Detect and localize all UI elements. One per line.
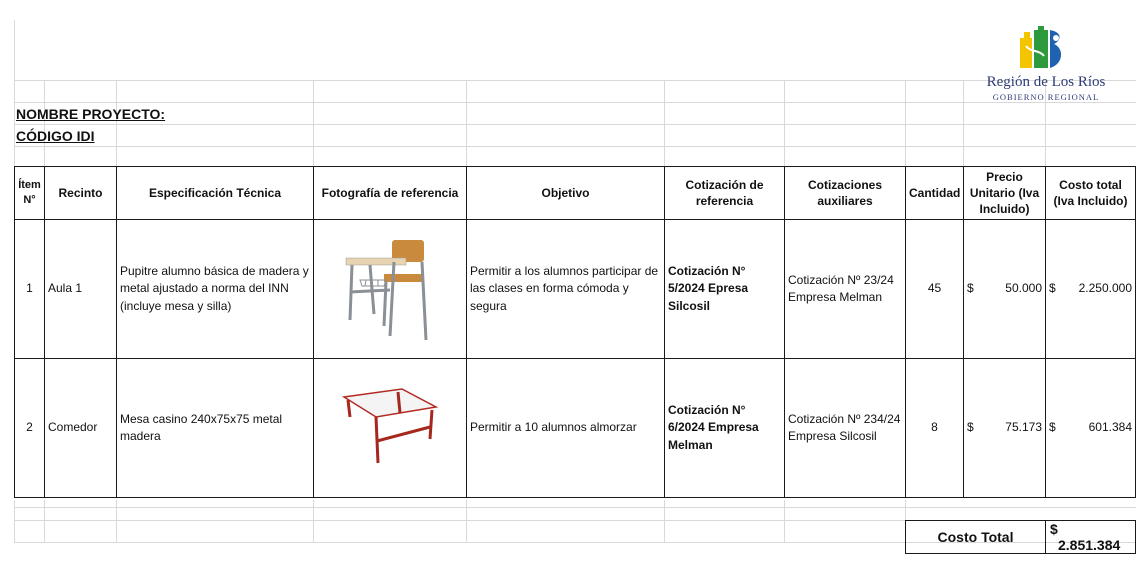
cell-cotizacion-ref: Cotización N° 5/2024 Epresa Silcosil — [665, 220, 785, 359]
gridline — [44, 80, 45, 166]
gridline — [14, 507, 1136, 508]
amount: 2.250.000 — [1078, 281, 1132, 296]
gridline — [664, 500, 665, 542]
gridline — [14, 146, 1136, 147]
regional-government-logo — [986, 26, 1106, 104]
gridline — [313, 500, 314, 542]
logo-title: Región de Los Ríos — [986, 74, 1106, 90]
gridline — [14, 80, 1136, 81]
header-cotizaciones-aux: Cotizaciones auxiliares — [785, 167, 906, 220]
total-value: 2.851.384 — [1058, 537, 1121, 553]
gridline — [664, 80, 665, 166]
logo-subtitle: GOBIERNO REGIONAL — [992, 92, 1100, 102]
amount: 50.000 — [1005, 281, 1042, 296]
school-desk-chair-icon — [340, 234, 440, 344]
table-row — [15, 359, 1136, 498]
gridline — [116, 80, 117, 166]
header-item: Ítem N° — [15, 167, 45, 220]
table-header-row — [15, 167, 1136, 220]
total-amount — [1046, 521, 1136, 554]
gridline — [44, 500, 45, 542]
cell-especificacion: Pupitre alumno básica de madera y metal ajustado a norma del INN (incluye mesa y silla) — [117, 220, 314, 359]
gridline — [14, 500, 15, 542]
logo-emblem-icon — [1018, 26, 1066, 72]
cafeteria-table-icon — [340, 383, 440, 473]
currency-symbol: $ — [1049, 281, 1056, 296]
amount: 75.173 — [1005, 420, 1042, 435]
header-cantidad: Cantidad — [906, 167, 964, 220]
gridline — [14, 20, 15, 166]
table-row — [15, 220, 1136, 359]
total-box — [905, 520, 1136, 554]
header-objetivo: Objetivo — [467, 167, 665, 220]
items-table — [14, 166, 1136, 498]
gridline — [466, 80, 467, 166]
cell-especificacion: Mesa casino 240x75x75 metal madera — [117, 359, 314, 498]
header-precio-unitario: Precio Unitario (Iva Incluido) — [964, 167, 1046, 220]
header-especificacion: Especificación Técnica — [117, 167, 314, 220]
currency-symbol: $ — [1050, 521, 1058, 537]
cell-precio-unitario — [964, 220, 1046, 359]
cell-fotografia — [314, 220, 467, 359]
gridline — [313, 80, 314, 166]
header-recinto: Recinto — [45, 167, 117, 220]
cell-fotografia — [314, 359, 467, 498]
project-code-label: CÓDIGO IDI — [16, 128, 95, 144]
currency-symbol: $ — [967, 281, 974, 296]
cell-costo-total — [1046, 359, 1136, 498]
cell-cotizaciones-aux: Cotización Nº 234/24 Empresa Silcosil — [785, 359, 906, 498]
gridline — [14, 124, 1136, 125]
cell-recinto: Aula 1 — [45, 220, 117, 359]
total-label: Costo Total — [906, 521, 1046, 554]
cell-cotizacion-ref: Cotización N° 6/2024 Empresa Melman — [665, 359, 785, 498]
cell-cantidad: 45 — [906, 220, 964, 359]
gridline — [784, 500, 785, 542]
header-costo-total: Costo total (Iva Incluido) — [1046, 167, 1136, 220]
gridline — [116, 500, 117, 542]
cell-cantidad: 8 — [906, 359, 964, 498]
project-name-label: NOMBRE PROYECTO: — [16, 106, 166, 122]
cell-cotizaciones-aux: Cotización Nº 23/24 Empresa Melman — [785, 220, 906, 359]
currency-symbol: $ — [967, 420, 974, 435]
gridline — [905, 500, 906, 520]
cell-item: 2 — [15, 359, 45, 498]
amount: 601.384 — [1088, 420, 1132, 435]
cell-objetivo: Permitir a 10 alumnos almorzar — [467, 359, 665, 498]
gridline — [905, 80, 906, 166]
gridline — [784, 80, 785, 166]
header-fotografia: Fotografía de referencia — [314, 167, 467, 220]
header-cotizacion-ref: Cotización de referencia — [665, 167, 785, 220]
gridline — [963, 80, 964, 166]
cell-objetivo: Permitir a los alumnos participar de las clases en forma cómoda y segura — [467, 220, 665, 359]
cell-precio-unitario — [964, 359, 1046, 498]
cell-costo-total — [1046, 220, 1136, 359]
gridline — [466, 500, 467, 542]
cell-recinto: Comedor — [45, 359, 117, 498]
currency-symbol: $ — [1049, 420, 1056, 435]
gridline — [14, 102, 1136, 103]
cell-item: 1 — [15, 220, 45, 359]
